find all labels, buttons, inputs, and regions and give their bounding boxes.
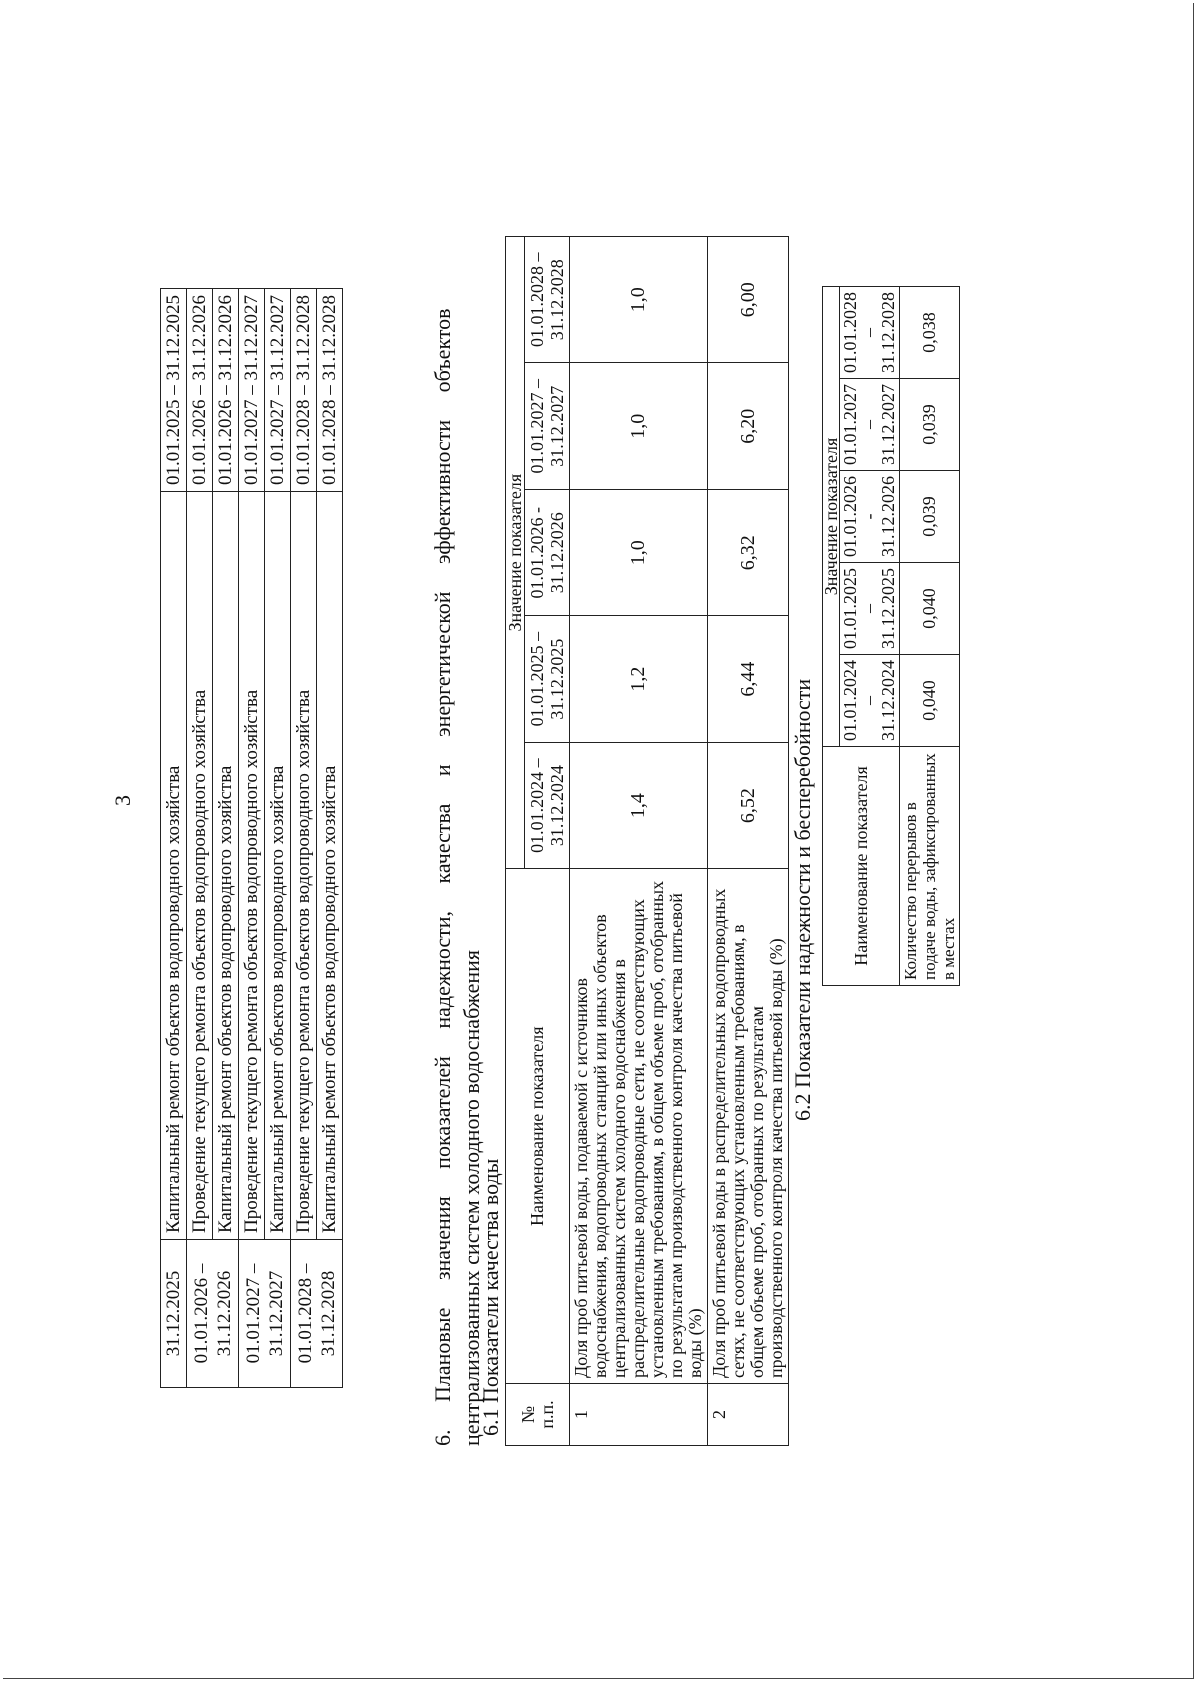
reliability-row [900, 287, 960, 986]
work-schedule-table [160, 288, 343, 1388]
row-value: 6,00 [708, 237, 789, 363]
period-header: 01.01.2026 - 31.12.2026 [525, 489, 570, 615]
row-value: 0,039 [900, 471, 960, 563]
row-number: 1 [570, 1384, 708, 1446]
row-value: 1,4 [570, 742, 708, 868]
schedule-range: 01.01.2027 – 31.12.2027 [239, 289, 265, 492]
schedule-row [317, 289, 343, 1388]
schedule-range: 01.01.2028 – 31.12.2028 [291, 289, 317, 492]
schedule-work: Капитальный ремонт объектов водопроводного хозяйства [265, 492, 291, 1240]
water-quality-table [505, 236, 789, 1446]
row-indicator-name: Количество перерывов в подаче воды, зафиксированных в местах [900, 747, 960, 986]
schedule-range: 01.01.2028 – 31.12.2028 [317, 289, 343, 492]
schedule-period: 01.01.2028 – 31.12.2028 [291, 1240, 343, 1388]
page-number: 3 [110, 795, 135, 806]
schedule-row [239, 289, 265, 1388]
header-indicator-value: Значение показателя [506, 237, 525, 869]
row-value: 0,038 [900, 287, 960, 379]
schedule-row [213, 289, 239, 1388]
schedule-range: 01.01.2026 – 31.12.2026 [213, 289, 239, 492]
schedule-work: Капитальный ремонт объектов водопроводного хозяйства [213, 492, 239, 1240]
section-6-heading-word: качества [430, 803, 455, 884]
row-number: 2 [708, 1384, 789, 1446]
section-6-2-title: 6.2 Показатели надежности и бесперебойности [790, 678, 815, 1121]
row-indicator-name: Доля проб питьевой воды, подаваемой с источников водоснабжения, водопроводных станций или иных объектов централизованных систем холодного водоснабжения в распределительные водопроводные сети, не соответствующих установленным требованиям, в общем объеме проб, отобранных по результатам производственного контроля качества питьевой воды (%) [570, 869, 708, 1384]
section-6-heading-word: и [430, 764, 455, 777]
row-value: 1,2 [570, 616, 708, 742]
schedule-period: 01.01.2027 – 31.12.2027 [239, 1240, 291, 1388]
schedule-row [187, 289, 213, 1388]
row-value: 1,0 [570, 237, 708, 363]
period-header: 01.01.2025 – 31.12.2025 [525, 616, 570, 742]
schedule-range: 01.01.2025 – 31.12.2025 [161, 289, 187, 492]
section-6-heading-word: Плановые [430, 1307, 455, 1402]
row-indicator-name: Доля проб питьевой воды в распределительных водопроводных сетях, не соответствующих установленным требованиям, в общем объеме проб, отобранных по результатам производственного контроля качества питьевой воды (%) [708, 869, 789, 1384]
period-header: 01.01.2024 – 31.12.2024 [525, 742, 570, 868]
schedule-range: 01.01.2027 – 31.12.2027 [265, 289, 291, 492]
section-6-heading-word: надежности, [430, 910, 455, 1029]
row-value: 0,039 [900, 379, 960, 471]
section-6-heading-word: объектов [430, 308, 455, 393]
quality-row [570, 237, 708, 1446]
row-value: 6,20 [708, 363, 789, 489]
section-6-heading-line1 [430, 308, 455, 1446]
section-6-heading-line2: централизованных систем холодного водоснабжения [459, 949, 484, 1446]
schedule-range: 01.01.2026 – 31.12.2026 [187, 289, 213, 492]
row-value: 6,52 [708, 742, 789, 868]
row-value: 6,44 [708, 616, 789, 742]
section-6-1-title: 6.1 Показатели качества воды [478, 1158, 503, 1436]
reliability-table [822, 286, 960, 986]
row-value: 0,040 [900, 655, 960, 747]
period-header: 01.01.2025 – 31.12.2025 [840, 563, 900, 655]
header-indicator-name: Наименование показателя [506, 869, 570, 1384]
schedule-work: Проведение текущего ремонта объектов водопроводного хозяйства [239, 492, 265, 1240]
schedule-work: Капитальный ремонт объектов водопроводного хозяйства [317, 492, 343, 1240]
period-header: 01.01.2027 – 31.12.2027 [840, 379, 900, 471]
schedule-row [265, 289, 291, 1388]
schedule-work: Проведение текущего ремонта объектов водопроводного хозяйства [291, 492, 317, 1240]
header-indicator-value: Значение показателя [823, 287, 840, 747]
schedule-work: Проведение текущего ремонта объектов водопроводного хозяйства [187, 492, 213, 1240]
section-6-number: 6. [430, 1429, 455, 1446]
header-indicator-name: Наименование показателя [823, 747, 900, 986]
schedule-period: 31.12.2025 [161, 1240, 187, 1388]
period-header: 01.01.2027 – 31.12.2027 [525, 363, 570, 489]
header-number: № п.п. [506, 1384, 570, 1446]
row-value: 6,32 [708, 489, 789, 615]
section-6-heading-word: эффективности [430, 419, 455, 564]
section-6-heading-word: показателей [430, 1056, 455, 1169]
section-6-heading-word: значения [430, 1196, 455, 1281]
row-value: 0,040 [900, 563, 960, 655]
quality-row [708, 237, 789, 1446]
schedule-period: 01.01.2026 – 31.12.2026 [187, 1240, 239, 1388]
period-header: 01.01.2026 - 31.12.2026 [840, 471, 900, 563]
schedule-row [291, 289, 317, 1388]
schedule-row [161, 289, 187, 1388]
period-header: 01.01.2028 – 31.12.2028 [525, 237, 570, 363]
schedule-work: Капитальный ремонт объектов водопроводного хозяйства [161, 492, 187, 1240]
period-header: 01.01.2024 – 31.12.2024 [840, 655, 900, 747]
row-value: 1,0 [570, 489, 708, 615]
section-6-heading-word: энергетической [430, 591, 455, 737]
period-header: 01.01.2028 – 31.12.2028 [840, 287, 900, 379]
row-value: 1,0 [570, 363, 708, 489]
